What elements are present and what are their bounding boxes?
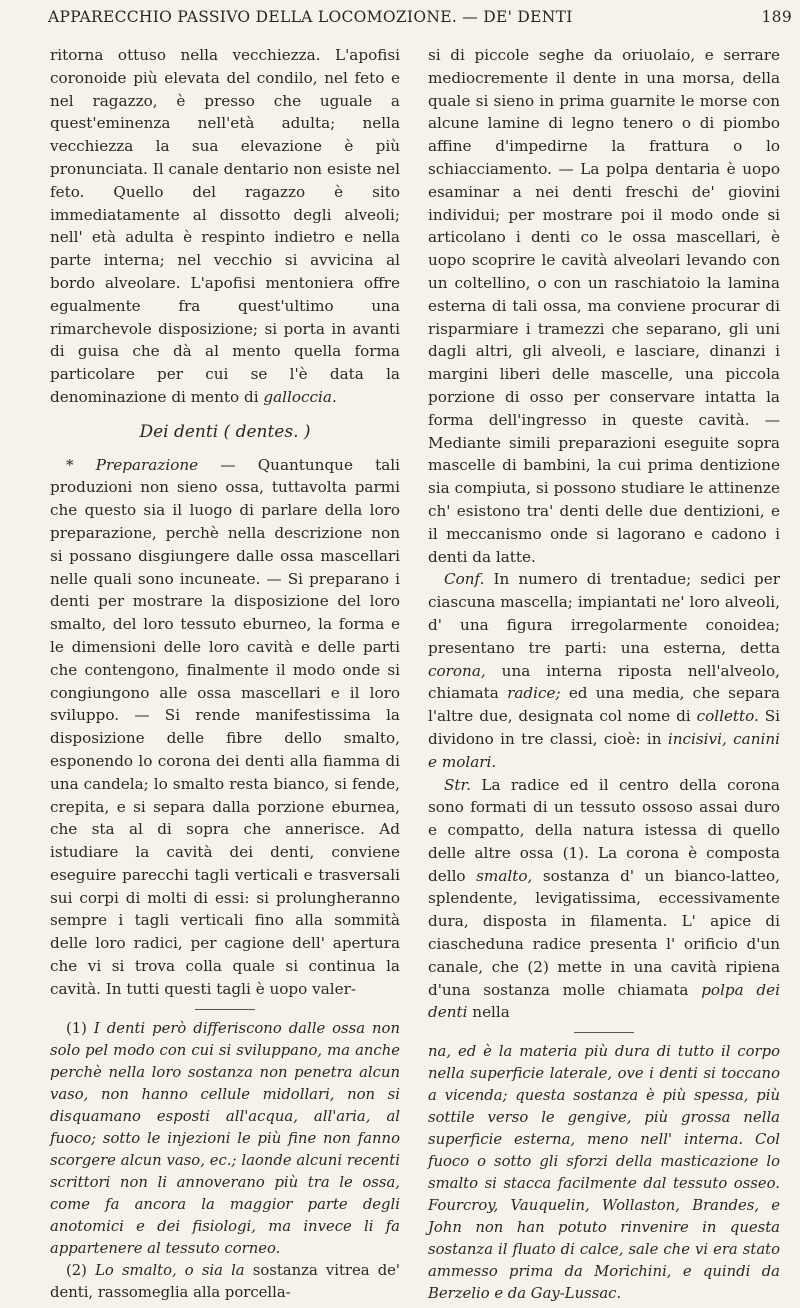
footnote-1: (1) I denti però differiscono dalle ossa non solo pel modo con cui si sviluppano, ma anche perchè nella loro sostanza non penetra alcun vaso, non hanno cellule midollari, non si disquamano esposti all'acqua, all'aria, al fuoco; sotto le injezioni le più fine non fanno scorgere alcun vaso, ec.; laonde alcuni recenti scrittori non li annoverano più tra le ossa, come fa ancora la maggior parte degli anotomici e dei fisiologi, ma invece li fa appartenere al tessuto corneo. [50,1019,400,1257]
footnote-divider [195,1009,255,1010]
str-label: Str. [444,775,471,794]
footnote-2-continued: na, ed è la materia più dura di tutto il corpo nella superficie laterale, ove i denti si toccano a vicenda; questa sostanza è più spessa, più sottile verso le gengive, più grossa nella superficie esterna, meno nell' interna. Col fuoco o sotto gli sforzi della masticazione lo smalto si stacca facilmente dal tessuto osseo. Fourcroy, Vauquelin, Wollaston, Brandes, e John non han potuto rinvenire in questa sostanza il fluato di calce, sale che vi era stato ammesso prima da Morichini, e quindi da Berzelio e da Gay-Lussac. [428,1043,780,1303]
preparazione-paragraph: * Preparazione — Quantunque tali produzioni non sieno ossa, tuttavolta parmi che questo sia il luogo di parlare della loro preparazione, perchè nella descrizione non si possano disgiungere dalle ossa mascellari nelle quali sono incuneate. — Si preparano i denti per mostrare la disposizione del loro smalto, del loro tessuto eburneo, la forma e le dimensioni delle loro cavità e delle parti che contengono, finalmente il modo onde si congiungono alle ossa mascellari e il loro sviluppo. — Si rende manifestissima la disposizione delle fibre dello smalto, esponendo lo corona dei denti alla fiamma di una candela; lo smalto resta bianco, si fende, crepita, e si separa dalla porzione eburnea, che sta al di sopra che annerisce. Ad istudiare la cavità dei denti, conviene eseguire parecchi tagli verticali e trasversali sui corpi di molti di essi: si prolungheranno sempre i tagli verticali fino alla sommità delle loro radici, per cagione dell' apertura che vi si trova colla quale si continua la cavità. In tutti questi tagli è uopo valer- [50,455,400,998]
preparazione-label: * Preparazione [66,455,199,474]
footnote-divider-right [574,1032,634,1033]
right-column [428,44,780,1305]
gallocca-term: galloccia. [263,387,337,406]
footnote-2: (2) Lo smalto, o sia la sostanza vitrea de' denti, rassomeglia alla porcella- [50,1261,400,1301]
conformazione-paragraph: Conf. In numero di trentadue; sedici per ciascuna mascella; impiantati ne' loro alveoli, d' una figura irregolarmente conoidea; presentano tre parti: una esterna, detta corona, una interna riposta nell'alveolo, chiamata radice; ed una media, che separa l'altre due, designata col nome di colletto. Si dividono in tre classi, cioè: in incisivi, canini e molari. [428,570,781,771]
conf-label: Conf. [444,570,485,589]
right-paragraph-1: si di piccole seghe da oriuolaio, e serrare mediocremente il dente in una morsa, della quale si sieno in prima guarnite le morse con alcune lamine di legno tenero o di piombo affine d'impedirne la frattura o lo schiacciamento. — La polpa dentaria è uopo esaminar a nei denti freschi de' giovini individui; per mostrare poi il modo onde si articolano i denti co le ossa mascellari, è uopo scoprire le cavità alveolari levando con un coltellino, o con un raschiatoio la lamina esterna di tali ossa, ma conviene procurar di risparmiare i tramezzi che separano, gli uni dagli altri, gli alveoli, e lasciare, dinanzi i margini liberi delle mascelle, una piccola porzione di osso per conservare intatta la forma dell'ingresso in queste cavità. — Mediante simili preparazioni eseguite sopra mascelle di bambini, la cui prima dentizione sia compiuta, si possono studiare le attinenze ch' esistono tra' denti delle due dentizioni, e il meccanismo onde si lagorano e cadono i denti da latte. [428,46,780,566]
section-title: Dei denti ( dentes. ) [139,421,311,442]
left-column [50,44,400,1304]
running-head-title: APPARECCHIO PASSIVO DELLA LOCOMOZIONE. — DE' DENTI [48,8,573,26]
page-number: 189 [761,8,792,26]
left-paragraph-1: ritorna ottuso nella vecchiezza. L'apofisi coronoide più elevata del condilo, nel feto e nel ragazzo, è presso che uguale a quest'eminenza nell'età adulta; nella vecchiezza la sua elevazione è più pronunciata. Il canale dentario non esiste nel feto. Quello del ragazzo è sito immediatamente al dissotto degli alveoli; nell' età adulta è respinto indietro e nella parte interna; nel vecchio si avvicina al bordo alveolare. L'apofisi mentoniera offre egualmente fra quest'ultimo una rimarchevole disposizione; si porta in avanti di guisa che dà al mento quella forma particolare per cui se l'è data la denominazione di mento di galloccia. [50,46,400,406]
running-head [48,8,800,34]
struttura-paragraph: Str. La radice ed il centro della corona sono formati di un tessuto ossoso assai duro e compatto, della natura istessa di quello delle altre ossa (1). La corona è composta dello smalto, sostanza d' un bianco-latteo, splendente, levigatissima, eccessivamente dura, disposta in filamenta. L' apice di ciascheduna radice presenta l' orificio d'un canale, che (2) mette in una cavità ripiena d'una sostanza molle chiamata polpa dei denti nella [428,775,781,1022]
